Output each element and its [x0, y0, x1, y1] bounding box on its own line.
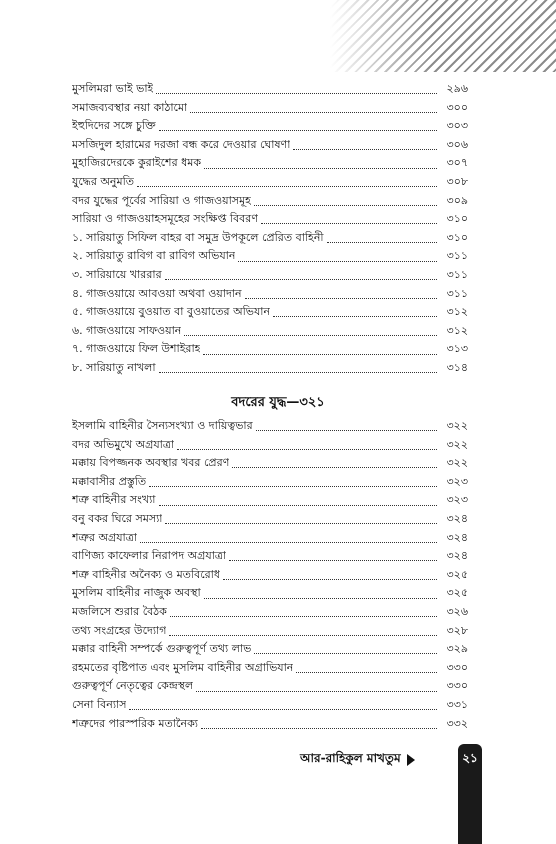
toc-entry: [72, 696, 468, 715]
toc-entry-title: বনু বকর ঘিরে সমস্যা: [72, 511, 163, 525]
toc-entry-title: সমাজব্যবস্থার নয়া কাঠামো: [72, 100, 188, 114]
dot-leader: [196, 690, 437, 692]
page-number-tab: [458, 744, 482, 844]
dot-leader: [201, 727, 437, 729]
page-footer: [300, 750, 415, 770]
toc-entry-page: ৩২৪: [446, 530, 468, 544]
toc-entry-title: মুসলিমরা ভাই ভাই: [72, 82, 154, 95]
toc-entry-title: যুদ্ধের অনুমতি: [72, 174, 134, 188]
toc-entry: [72, 247, 468, 266]
dot-leader: [245, 297, 437, 299]
toc-entry: [72, 80, 468, 99]
toc-entry: [72, 584, 468, 603]
dot-leader: [159, 371, 437, 373]
toc-entry: [72, 117, 468, 136]
toc-entry-page: ৩১১: [446, 249, 468, 263]
dot-leader: [256, 429, 437, 431]
toc-entry-title: গুরুত্বপূর্ণ নেতৃত্বের কেন্দ্রস্থল: [72, 679, 194, 693]
toc-entry: [72, 603, 468, 622]
toc-entry: [72, 622, 468, 641]
toc-entry-page: ৩৩০: [446, 679, 468, 693]
toc-entry-title: মক্কায় বিপজ্জনক অবস্থার খবর প্রেরণ: [72, 456, 230, 470]
toc-entry-title: ইসলামি বাহিনীর সৈন্যসংখ্যা ও দায়িত্বভার: [72, 419, 253, 432]
dot-leader: [149, 485, 437, 487]
toc-entry-page: ৩১০: [446, 230, 468, 244]
toc-entry-page: ৩১০: [446, 212, 468, 226]
toc-entry-page: ৩২৯: [446, 642, 468, 656]
toc-entry-title: বাণিজ্য কাফেলার নিরাপদ অগ্রযাত্রা: [72, 549, 227, 563]
toc-entry-page: ৩২৬: [446, 604, 468, 618]
toc-entry-page: ৩১১: [446, 286, 468, 300]
toc-entry-title: রহমতের বৃষ্টিপাত এবং মুসলিম বাহিনীর অগ্রাভিযান: [72, 660, 294, 674]
toc-entry-page: ৩২৩: [446, 474, 468, 488]
dot-leader: [137, 185, 437, 187]
toc-entry-page: ৩৩২: [446, 716, 468, 730]
toc-entry-title: সারিয়া ও গাজওয়াহসমূহের সংক্ষিপ্ত বিবরণ: [72, 212, 259, 226]
toc-entry: [72, 640, 468, 659]
dot-leader: [229, 559, 437, 561]
section-heading: বদরের যুদ্ধ—৩২১: [231, 395, 325, 410]
dot-leader: [223, 578, 437, 580]
dot-leader: [165, 522, 437, 524]
toc-entry-page: ৩২২: [446, 437, 468, 451]
dot-leader: [327, 241, 437, 243]
toc-entry: [72, 417, 468, 436]
book-title: আর-রাহিকুল মাখতুম: [300, 751, 401, 765]
toc-entry: [72, 173, 468, 192]
toc-entry-page: ৩০৬: [446, 137, 468, 151]
toc-entry: [72, 491, 468, 510]
toc-list-part2: [72, 417, 468, 733]
dot-leader: [254, 204, 437, 206]
dot-leader: [296, 671, 437, 673]
toc-entry-page: ৩০৩: [446, 119, 468, 133]
toc-entry: [72, 715, 468, 734]
toc-entry-page: ৩০৮: [446, 174, 468, 188]
toc-entry-title: তথ্য সংগ্রহের উদ্যোগ: [72, 623, 167, 637]
toc-entry-title: ৮. সারিয়াতু নাখলা: [72, 360, 156, 374]
toc-entry-page: ৩১১: [446, 267, 468, 281]
toc-entry: [72, 436, 468, 455]
toc-entry-page: ৩১২: [446, 323, 468, 337]
toc-entry: [72, 529, 468, 548]
toc-entry-page: ৩১৩: [446, 342, 468, 356]
toc-entry-title: বদর যুদ্ধের পূর্বের সারিয়া ও গাজওয়াসমূহ: [72, 193, 251, 207]
toc-entry-page: ২৯৬: [446, 82, 468, 95]
toc-entry: [72, 285, 468, 304]
toc-entry-page: ৩০৯: [446, 193, 468, 207]
toc-entry-title: মজলিসে শুরার বৈঠক: [72, 604, 167, 618]
dot-leader: [165, 278, 437, 280]
decorative-hatch-pattern: [330, 0, 556, 72]
toc-entry: [72, 229, 468, 248]
toc-entry: [72, 340, 468, 359]
toc-entry-title: ৫. গাজওয়ায়ে বুওয়াত বা বুওয়াতের অভিযান: [72, 305, 271, 319]
dot-leader: [129, 708, 437, 710]
dot-leader: [177, 448, 437, 450]
toc-entry-page: ৩৩০: [446, 660, 468, 674]
toc-entry-page: ৩২২: [446, 456, 468, 470]
toc-entry-page: ৩২২: [446, 419, 468, 432]
dot-leader: [184, 334, 437, 336]
dot-leader: [254, 652, 437, 654]
toc-entry-title: ইহুদিদের সঙ্গে চুক্তি: [72, 119, 156, 133]
dot-leader: [203, 353, 437, 355]
toc-entry: [72, 136, 468, 155]
toc-entry-page: ৩১২: [446, 305, 468, 319]
toc-entry: [72, 547, 468, 566]
toc-entry-title: মুহাজিরদেরকে কুরাইশের ধমক: [72, 156, 202, 170]
toc-entry: [72, 99, 468, 118]
dot-leader: [238, 260, 437, 262]
toc-entry: [72, 303, 468, 322]
toc-entry: [72, 210, 468, 229]
dot-leader: [169, 634, 437, 636]
toc-entry: [72, 454, 468, 473]
toc-entry: [72, 154, 468, 173]
toc-entry-page: ৩১৪: [446, 360, 468, 374]
toc-entry: [72, 473, 468, 492]
toc-entry-title: শত্রুদের পারস্পরিক মতানৈক্য: [72, 716, 198, 730]
toc-entry-title: ৬. গাজওয়ায়ে সাফওয়ান: [72, 323, 182, 337]
toc-entry: [72, 659, 468, 678]
toc-entry-title: ৪. গাজওয়ায়ে আবওয়া অথবা ওয়াদান: [72, 286, 242, 300]
toc-entry-title: ৭. গাজওয়ায়ে ফিল উশাইরাহ: [72, 342, 201, 356]
dot-leader: [140, 541, 437, 543]
toc-entry-title: ২. সারিয়াতু রাবিগ বা রাবিগ অভিযান: [72, 249, 236, 263]
toc-entry: [72, 266, 468, 285]
toc-entry-title: মক্কাবাসীর প্রস্তুতি: [72, 474, 147, 488]
toc-entry-page: ৩২৪: [446, 549, 468, 563]
dot-leader: [204, 167, 437, 169]
dot-leader: [273, 315, 437, 317]
toc-entry-page: ৩২৪: [446, 511, 468, 525]
dot-leader: [261, 222, 437, 224]
arrow-right-icon: [407, 754, 415, 766]
toc-entry-page: ৩২৩: [446, 493, 468, 507]
toc-entry-page: ৩২৫: [446, 567, 468, 581]
toc-entry: [72, 677, 468, 696]
toc-entry-title: সেনা বিন্যাস: [72, 697, 127, 711]
dot-leader: [204, 597, 437, 599]
toc-entry: [72, 322, 468, 341]
toc-entry-page: ৩২৫: [446, 586, 468, 600]
toc-entry: [72, 192, 468, 211]
toc-entry-title: শত্রু বাহিনীর সংখ্যা: [72, 493, 156, 507]
dot-leader: [190, 111, 437, 113]
dot-leader: [293, 148, 437, 150]
toc-entry: [72, 359, 468, 378]
dot-leader: [156, 92, 437, 94]
toc-entry-title: মুসলিম বাহিনীর নাজুক অবস্থা: [72, 586, 201, 600]
toc-entry-title: ৩. সারিয়ায়ে খাররার: [72, 267, 162, 281]
dot-leader: [170, 615, 437, 617]
toc-entry: [72, 510, 468, 529]
toc-entry-page: ৩০০: [446, 100, 468, 114]
toc-entry-title: মসজিদুল হারামের দরজা বন্ধ করে দেওয়ার ঘোষণা: [72, 137, 291, 151]
toc-entry-page: ৩০৭: [446, 156, 468, 170]
toc-entry-title: শত্রু বাহিনীর অনৈক্য ও মতবিরোধ: [72, 567, 221, 581]
toc-entry-title: বদর অভিমুখে অগ্রযাত্রা: [72, 437, 175, 451]
page-number: ২১: [462, 751, 478, 765]
toc-entry: [72, 566, 468, 585]
toc-entry-title: মক্কার বাহিনী সম্পর্কে গুরুত্বপূর্ণ তথ্য লাভ: [72, 642, 252, 656]
dot-leader: [159, 504, 438, 506]
dot-leader: [159, 129, 437, 131]
toc-entry-title: ১. সারিয়াতু সিফিল বাহর বা সমুদ্র উপকূলে প্রেরিত বাহিনী: [72, 230, 324, 244]
toc-entry-title: শত্রুর অগ্রযাত্রা: [72, 530, 138, 544]
dot-leader: [232, 466, 437, 468]
toc-entry-page: ৩২৮: [446, 623, 468, 637]
toc-entry-page: ৩৩১: [446, 697, 468, 711]
toc-list-part1: [72, 80, 468, 378]
